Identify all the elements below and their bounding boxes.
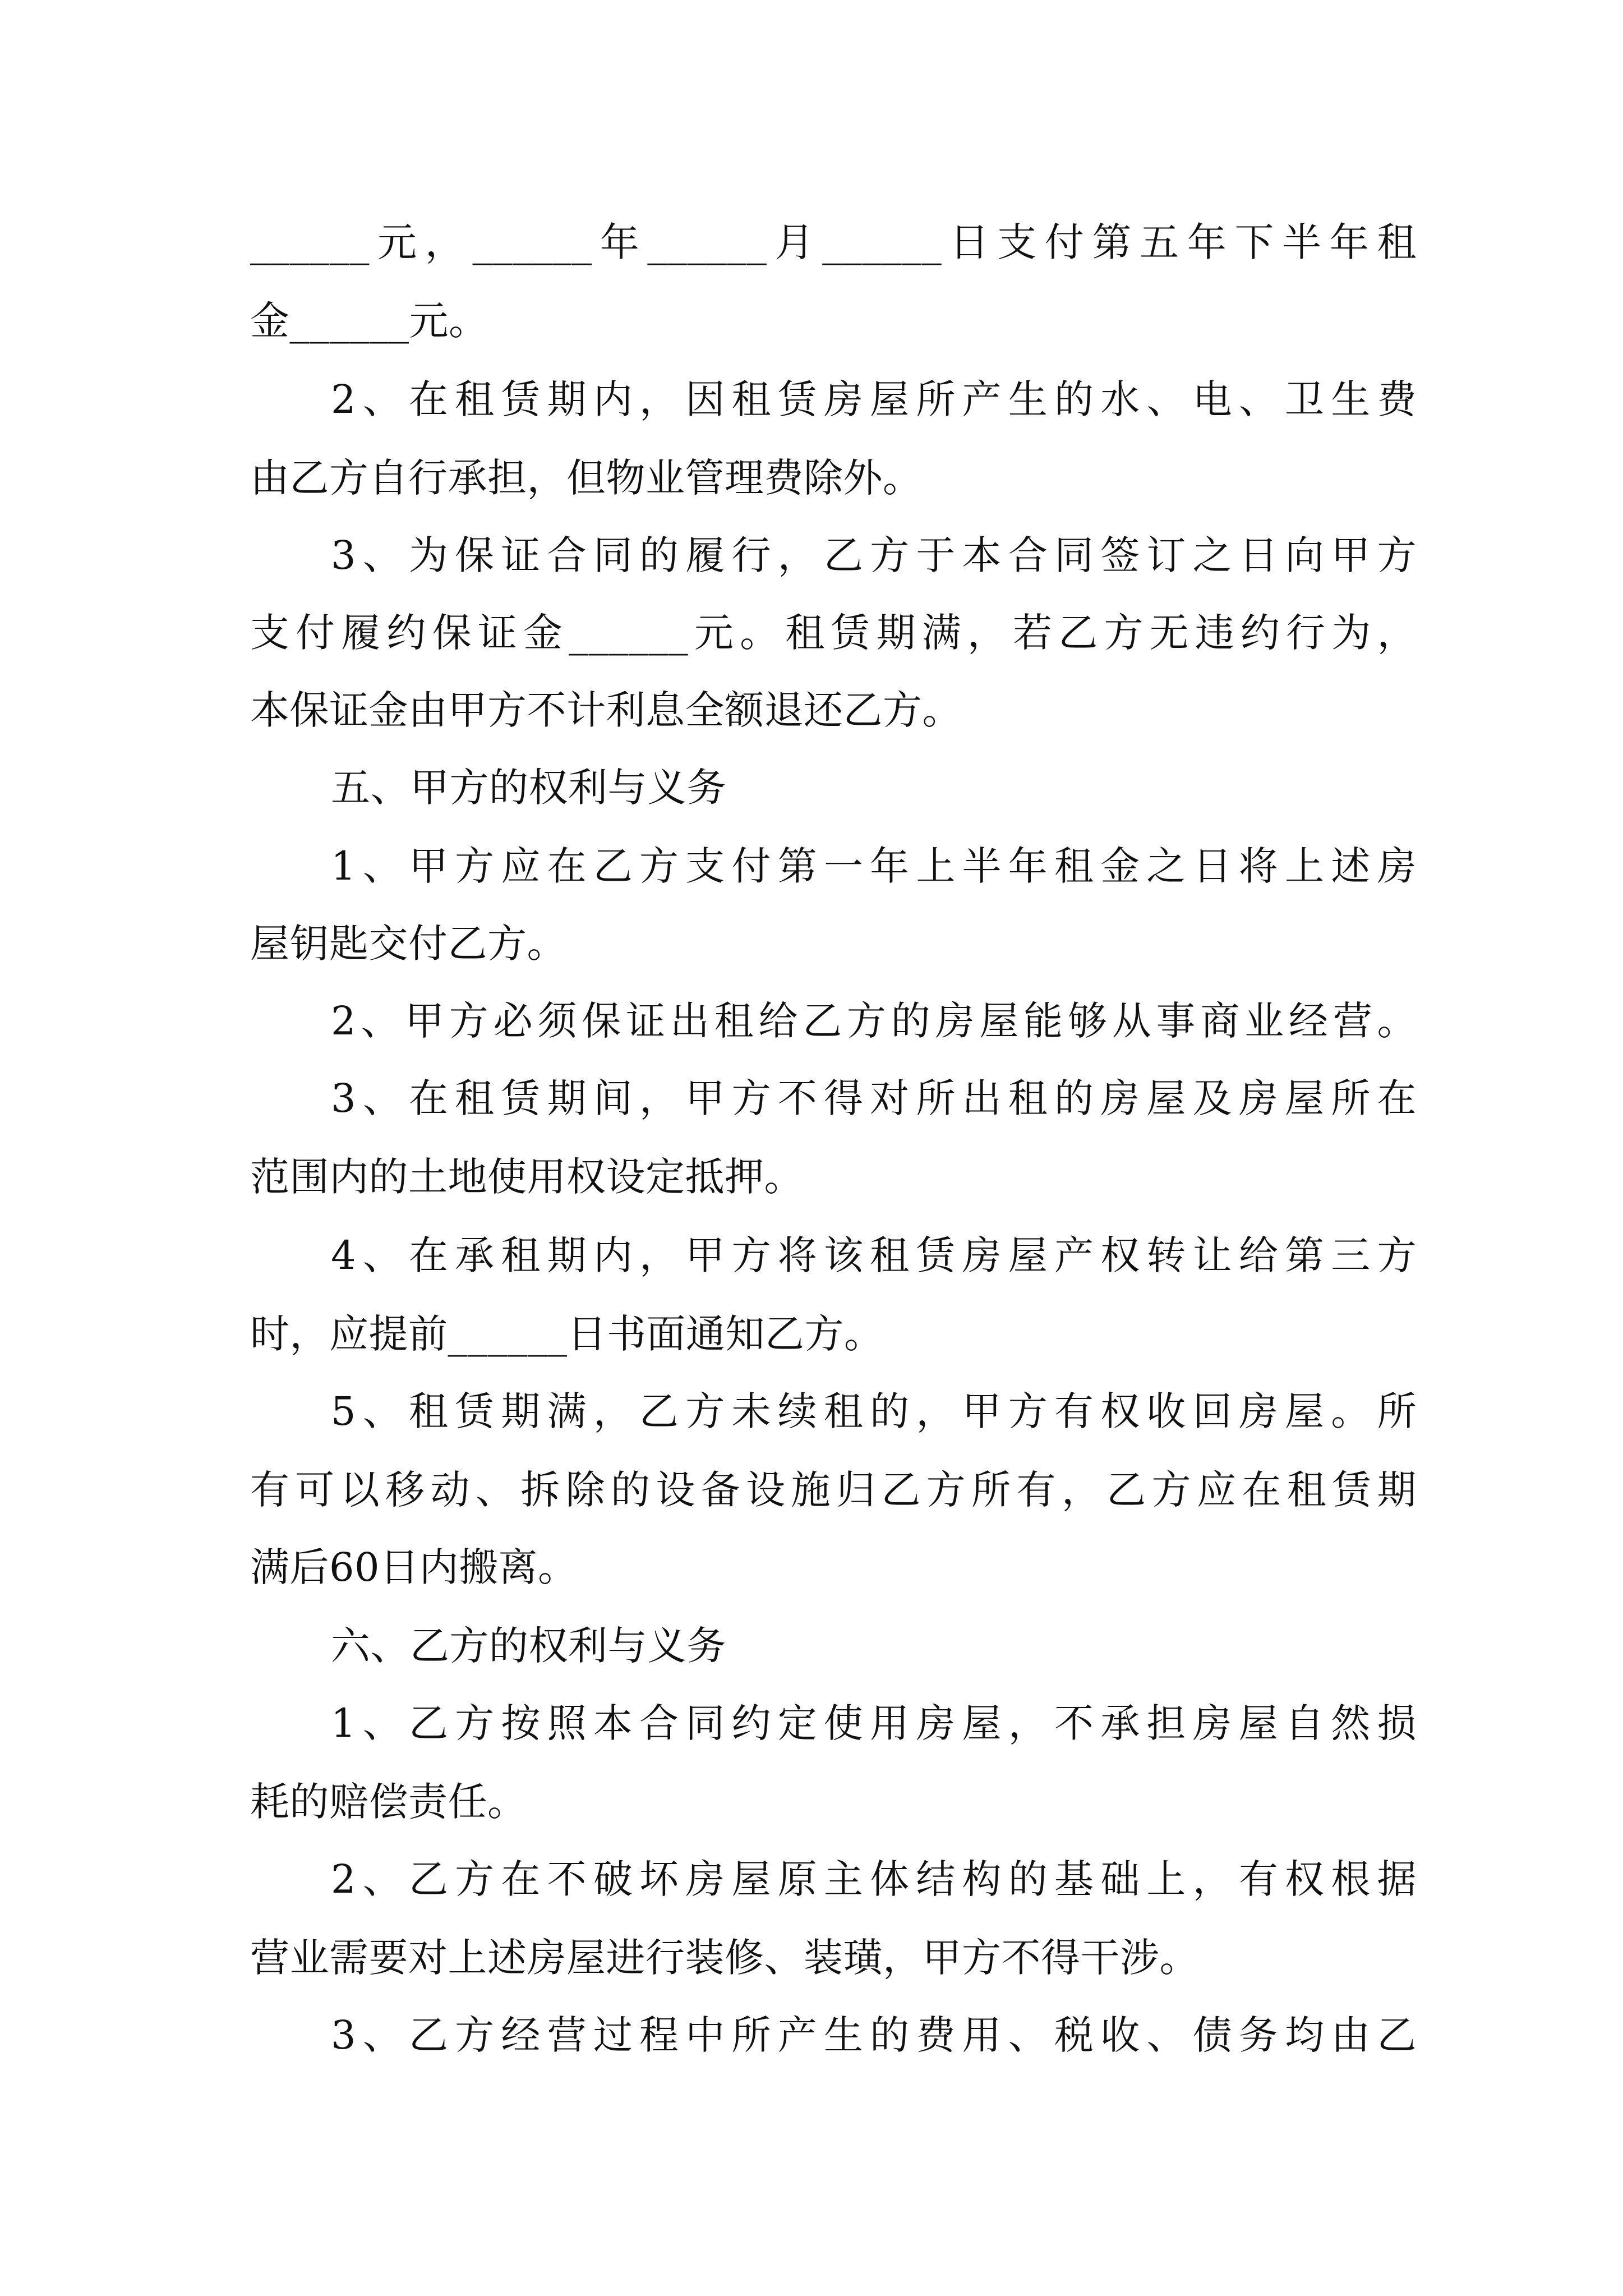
text-line: 本保证金由甲方不计利息全额退还乙方。 xyxy=(250,687,962,733)
text-line: ______元，______年______月______日支付第五年下半年租 xyxy=(250,219,1417,265)
section-heading: 五、甲方的权利与义务 xyxy=(331,765,726,811)
section-heading: 六、乙方的权利与义务 xyxy=(331,1623,726,1669)
text-line: 支付履约保证金______元。租赁期满，若乙方无违约行为， xyxy=(250,610,1417,656)
text-line: 5、租赁期满，乙方未续租的，甲方有权收回房屋。所 xyxy=(331,1388,1417,1434)
text-line: 范围内的土地使用权设定抵押。 xyxy=(250,1154,804,1200)
text-line: 由乙方自行承担，但物业管理费除外。 xyxy=(250,455,923,501)
text-line: 耗的赔偿责任。 xyxy=(250,1779,527,1825)
text-line: 营业需要对上述房屋进行装修、装璜，甲方不得干涉。 xyxy=(250,1935,1199,1981)
text-line: 金______元。 xyxy=(250,298,488,344)
text-line: 屋钥匙交付乙方。 xyxy=(250,921,566,967)
text-line: 4、在承租期内，甲方将该租赁房屋产权转让给第三方 xyxy=(331,1232,1417,1278)
text-line: 有可以移动、拆除的设备设施归乙方所有，乙方应在租赁期 xyxy=(250,1467,1417,1513)
text-line: 3、为保证合同的履行，乙方于本合同签订之日向甲方 xyxy=(331,532,1417,578)
text-line: 2、乙方在不破坏房屋原主体结构的基础上，有权根据 xyxy=(331,1856,1417,1902)
text-line: 满后60日内搬离。 xyxy=(250,1544,578,1590)
text-line: 2、甲方必须保证出租给乙方的房屋能够从事商业经营。 xyxy=(331,998,1417,1044)
text-line: 2、在租赁期内，因租赁房屋所产生的水、电、卫生费 xyxy=(331,376,1417,422)
text-line: 3、在租赁期间，甲方不得对所出租的房屋及房屋所在 xyxy=(331,1075,1417,1121)
text-line: 3、乙方经营过程中所产生的费用、税收、债务均由乙 xyxy=(331,2012,1417,2058)
text-line: 1、甲方应在乙方支付第一年上半年租金之日将上述房 xyxy=(331,843,1417,889)
text-line: 时，应提前______日书面通知乙方。 xyxy=(250,1311,884,1357)
text-line: 1、乙方按照本合同约定使用房屋，不承担房屋自然损 xyxy=(331,1700,1417,1746)
